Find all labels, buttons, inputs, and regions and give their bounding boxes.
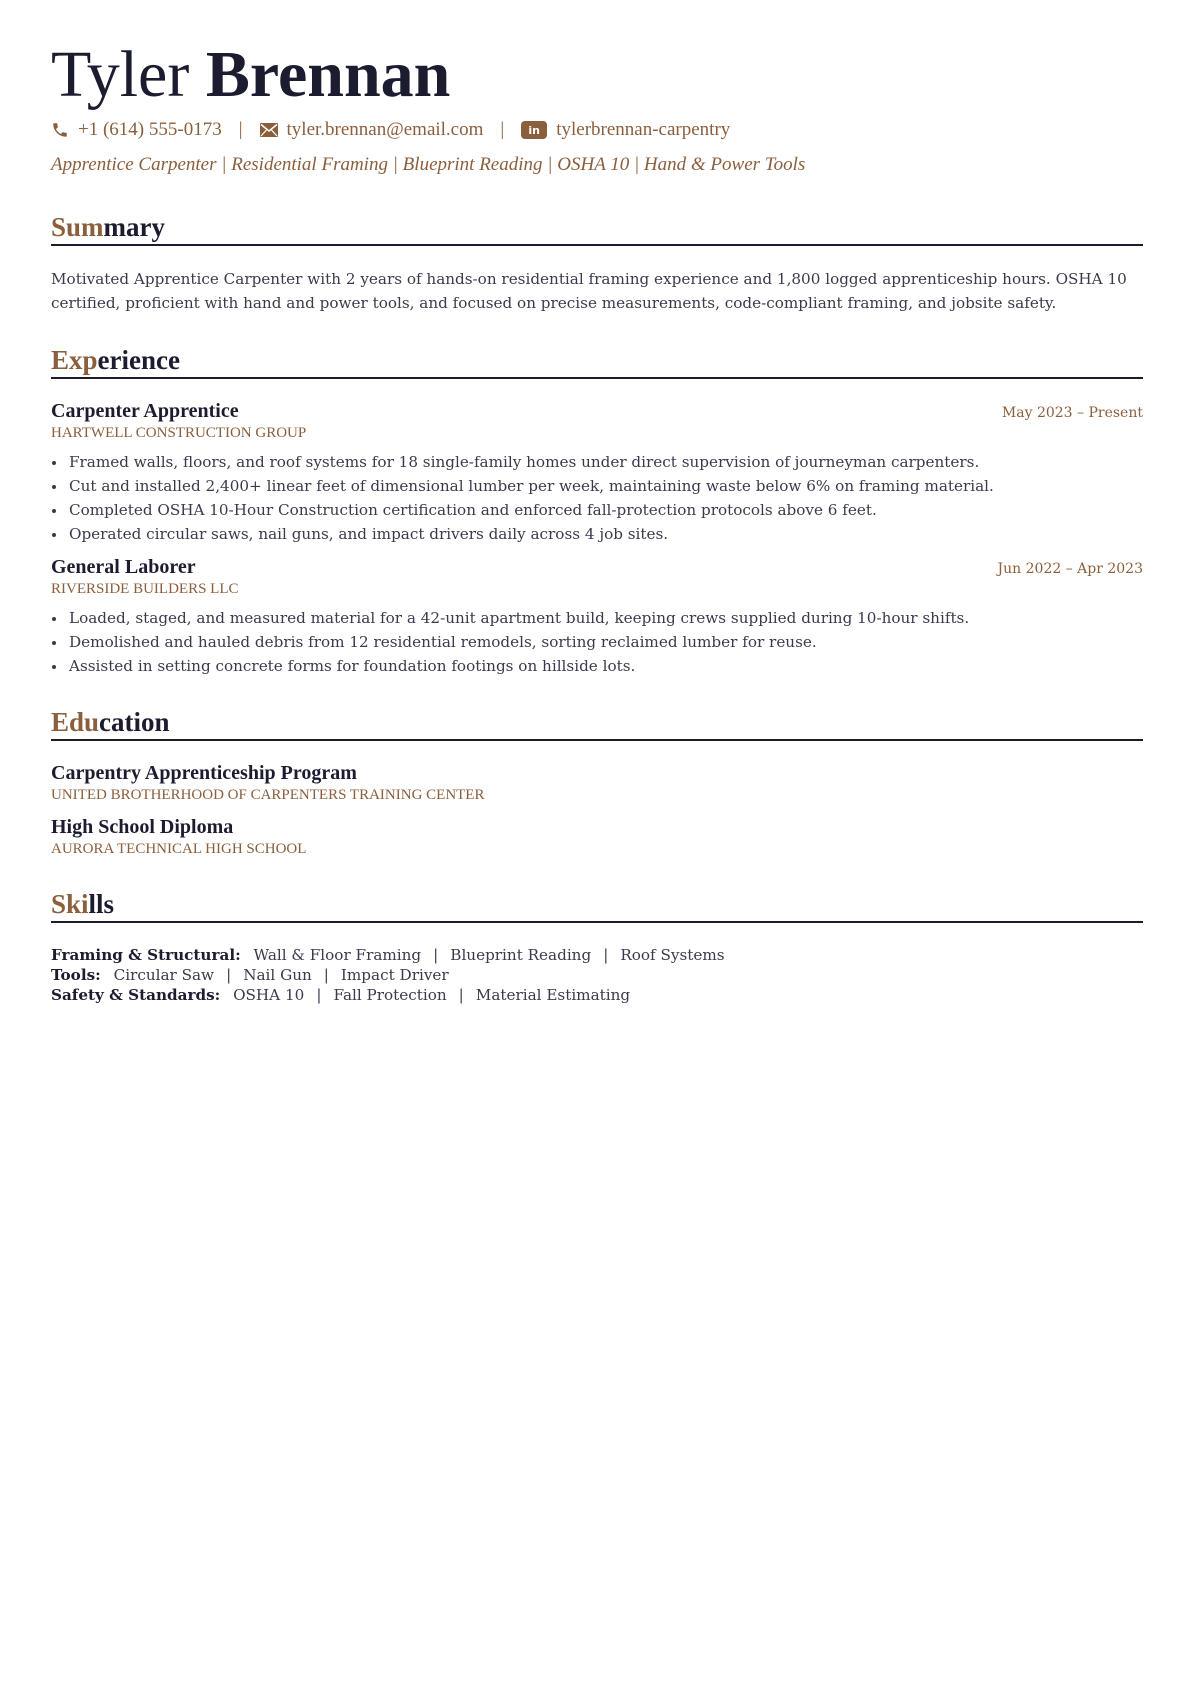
job-title: Carpenter Apprentice xyxy=(51,400,239,422)
job-bullet: Assisted in setting concrete forms for foundation footings on hillside lots. xyxy=(51,654,1143,678)
skill-group xyxy=(51,945,1143,965)
skill-group-label: Safety & Standards: xyxy=(51,986,221,1004)
job-header xyxy=(51,556,1143,579)
skill-separator: | xyxy=(323,966,329,984)
skill-separator: | xyxy=(433,946,439,964)
skills-list xyxy=(51,945,1143,1005)
section-title-experience: Experience xyxy=(51,344,1143,379)
contact-email[interactable] xyxy=(260,119,484,141)
job-entry xyxy=(51,400,1143,546)
school-name: AURORA TECHNICAL HIGH SCHOOL xyxy=(51,841,307,857)
section-title-skills: Skills xyxy=(51,888,1143,923)
job-date: May 2023 – Present xyxy=(1001,405,1143,421)
contact-separator: | xyxy=(238,119,243,140)
skill-item: OSHA 10 xyxy=(233,986,305,1004)
school-name: UNITED BROTHERHOOD OF CARPENTERS TRAINING CENTER xyxy=(51,787,485,803)
contact-line xyxy=(51,116,1143,144)
job-bullet: Operated circular saws, nail guns, and impact drivers daily across 4 job sites. xyxy=(51,522,1143,546)
education-section xyxy=(51,706,1143,858)
skill-separator: | xyxy=(226,966,232,984)
job-bullets xyxy=(51,450,1143,546)
first-name: Tyler xyxy=(51,38,190,111)
skill-group xyxy=(51,965,1143,985)
education-entry xyxy=(51,762,1143,804)
skill-group-label: Tools: xyxy=(51,966,101,984)
contact-phone[interactable] xyxy=(51,119,222,141)
envelope-icon xyxy=(260,123,278,137)
job-company: RIVERSIDE BUILDERS LLC xyxy=(51,581,239,597)
job-bullet: Cut and installed 2,400+ linear feet of dimensional lumber per week, maintaining waste below 6% on framing material. xyxy=(51,474,1143,498)
job-date: Jun 2022 – Apr 2023 xyxy=(997,561,1143,577)
job-entry xyxy=(51,556,1143,678)
phone-text: +1 (614) 555-0173 xyxy=(78,119,222,140)
summary-text: Motivated Apprentice Carpenter with 2 years of hands-on residential framing experience and 1,800 logged apprenticeship hours. OSHA 10 certified, proficient with hand and power tools, and focused on precise measurements, code-compliant framing, and jobsite safety. xyxy=(51,270,1127,312)
candidate-name xyxy=(51,38,1143,112)
section-title-summary: Summary xyxy=(51,211,1143,246)
email-text: tyler.brennan@email.com xyxy=(286,119,484,140)
job-company: HARTWELL CONSTRUCTION GROUP xyxy=(51,425,307,441)
skill-separator: | xyxy=(458,986,464,1004)
skill-item: Blueprint Reading xyxy=(450,946,592,964)
job-header xyxy=(51,400,1143,423)
skill-item: Fall Protection xyxy=(333,986,447,1004)
skill-group xyxy=(51,985,1143,1005)
skill-item: Nail Gun xyxy=(243,966,312,984)
experience-section xyxy=(51,344,1143,678)
phone-icon xyxy=(51,121,69,139)
job-bullet: Framed walls, floors, and roof systems for 18 single-family homes under direct supervision of journeyman carpenters. xyxy=(51,450,1143,474)
skill-item: Wall & Floor Framing xyxy=(253,946,422,964)
degree-title: High School Diploma xyxy=(51,816,234,838)
skill-item: Impact Driver xyxy=(340,966,449,984)
job-title: General Laborer xyxy=(51,556,196,578)
skill-item: Material Estimating xyxy=(475,986,631,1004)
job-bullet: Demolished and hauled debris from 12 residential remodels, sorting reclaimed lumber for reuse. xyxy=(51,630,1143,654)
skill-separator: | xyxy=(603,946,609,964)
degree-title: Carpentry Apprenticeship Program xyxy=(51,762,357,784)
job-bullet: Completed OSHA 10-Hour Construction certification and enforced fall-protection protocols above 6 feet. xyxy=(51,498,1143,522)
summary-section xyxy=(51,211,1143,315)
linkedin-text: tylerbrennan-carpentry xyxy=(556,119,731,140)
skill-item: Circular Saw xyxy=(113,966,215,984)
skills-section xyxy=(51,888,1143,1005)
skill-group-label: Framing & Structural: xyxy=(51,946,241,964)
job-bullets xyxy=(51,606,1143,678)
contact-separator: | xyxy=(500,119,505,140)
contact-linkedin[interactable] xyxy=(521,119,730,141)
skill-separator: | xyxy=(316,986,322,1004)
section-title-education: Education xyxy=(51,706,1143,741)
job-bullet: Loaded, staged, and measured material for a 42-unit apartment build, keeping crews supplied during 10-hour shifts. xyxy=(51,606,1143,630)
headline-tagline: Apprentice Carpenter | Residential Framing | Blueprint Reading | OSHA 10 | Hand & Power Tools xyxy=(51,154,806,175)
skill-item: Roof Systems xyxy=(620,946,725,964)
last-name: Brennan xyxy=(205,38,451,111)
education-entry xyxy=(51,816,1143,858)
linkedin-icon: in xyxy=(521,121,547,139)
